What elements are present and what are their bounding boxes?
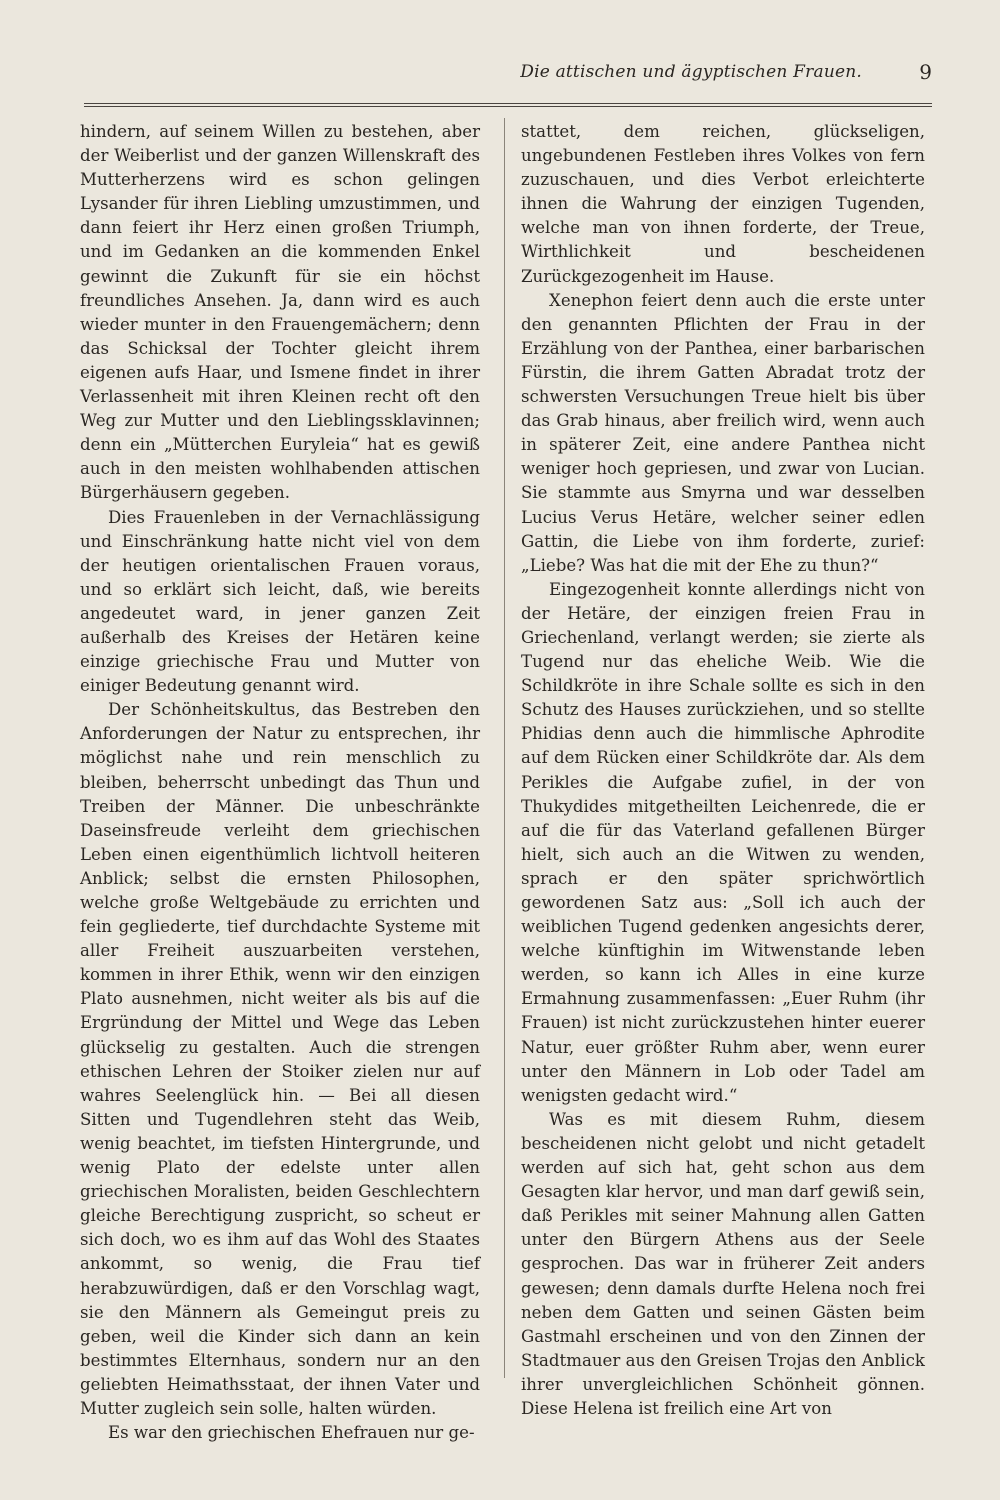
paragraph: Dies Frauenleben in der Vernachlässigung und Einschränkung hatte nicht viel von dem der heutigen orientalischen Frauen voraus, und so erklärt sich leicht, daß, wie bereits angedeutet ward, in jener ganzen Zeit außerhalb des Kreises der Hetären keine einzige griechische Frau und Mutter von einiger Bedeutung genannt wird. — [80, 507, 480, 696]
page-number: 9 — [919, 60, 932, 84]
paragraph: Eingezogenheit konnte allerdings nicht von der Hetäre, der einzigen freien Frau in Griechenland, verlangt werden; sie zierte als Tugend nur das eheliche Weib. Wie die Schildkröte in ihre Schale sollte es sich in den Schutz des Hauses zurückziehen, und so stellte Phidias denn auch die himmlische Aphrodite auf dem Rücken einer Schildkröte dar. Als dem Perikles die Aufgabe zufiel, in der von Thukydides mitgetheilten Leichenrede, die er auf die für das Vaterland gefallenen Bürger hielt, sich auch an die Witwen zu wenden, sprach er den später sprichwörtlich gewordenen Satz aus: „Soll ich auch der weiblichen Tugend gedenken angesichts derer, welche künftighin im Witwenstande leben werden, so kann ich Alles in eine kurze Ermahnung zusammenfassen: „Euer Ruhm (ihr Frauen) ist nicht zurückzustehen hinter euerer Natur, euer größter Ruhm aber, wenn eurer unter den Männern in Lob oder Tadel am wenigsten gedacht wird.“ — [521, 579, 925, 1105]
paragraph: hindern, auf seinem Willen zu bestehen, aber der Weiberlist und der ganzen Willenskraft des Mutterherzens wird es schon gelingen Lysander für ihren Liebling umzustimmen, und dann feiert ihr Herz einen großen Triumph, und im Gedanken an die kommenden Enkel gewinnt die Zukunft für sie ein höchst freundliches Ansehen. Ja, dann wird es auch wieder munter in den Frauengemächern; denn das Schicksal der Tochter gleicht ihrem eigenen aufs Haar, und Ismene findet in ihrer Verlassenheit mit ihren Kleinen recht oft den Weg zur Mutter und den Lieblingssklavinnen; denn ein „Mütterchen Euryleia“ hat es gewiß auch in den meisten wohlhabenden attischen Bürgerhäusern gegeben. — [80, 122, 480, 503]
paragraph: Xenephon feiert denn auch die erste unter den genannten Pflichten der Frau in der Erzählung von der Panthea, einer barbarischen Fürstin, die ihrem Gatten Abradat trotz der schwersten Versuchungen Treue hielt bis über das Grab hinaus, aber freilich wird, wenn auch in späterer Zeit, eine andere Panthea nicht weniger hoch gepriesen, und zwar von Lucian. Sie stammte aus Smyrna und war desselben Lucius Verus Hetäre, welcher seiner edlen Gattin, die Liebe von ihm forderte, zurief: „Liebe? Was hat die mit der Ehe zu thun?“ — [521, 290, 925, 575]
header-rule — [84, 103, 932, 107]
running-title: Die attischen und ägyptischen Frauen. — [520, 62, 862, 82]
column-divider — [504, 118, 505, 1378]
paragraph: Der Schönheitskultus, das Bestreben den Anforderungen der Natur zu entsprechen, ihr möglichst nahe und rein menschlich zu bleiben, beherrscht unbedingt das Thun und Treiben der Männer. Die unbeschränkte Daseinsfreude verleiht dem griechischen Leben einen eigenthümlich lichtvoll heiteren Anblick; selbst die ernsten Philosophen, welche große Weltgebäude zu errichten und fein gegliederte, tief durchdachte Systeme mit aller Freiheit auszuarbeiten verstehen, kommen in ihrer Ethik, wenn wir den einzigen Plato ausnehmen, nicht weiter als bis auf die Ergründung der Mittel und Wege das Leben glückselig zu gestalten. Auch die strengen ethischen Lehren der Stoiker zielen nur auf wahres Seelenglück hin. — Bei all diesen Sitten und Tugendlehren steht das Weib, wenig beachtet, im tiefsten Hintergrunde, und wenig Plato der edelste unter allen griechischen Moralisten, beiden Geschlechtern gleiche Berechtigung zuspricht, so scheut er sich doch, wo es ihm auf das Wohl des Staates ankommt, so wenig, die Frau tief herabzuwürdigen, daß er den Vorschlag wagt, sie den Männern als Gemeingut preis zu geben, weil die Kinder sich dann an kein bestimmtes Elternhaus, sondern nur an den geliebten Heimathsstaat, der ihnen Vater und Mutter zugleich sein solle, halten würden. — [80, 700, 480, 1418]
paragraph: Was es mit diesem Ruhm, diesem bescheidenen nicht gelobt und nicht getadelt werden auf sich hat, geht schon aus dem Gesagten klar hervor, und man darf gewiß sein, daß Perikles mit seiner Mahnung allen Gatten unter den Bürgern Athens aus der Seele gesprochen. Das war in früherer Zeit anders gewesen; denn damals durfte Helena noch frei neben dem Gatten und seinen Gästen beim Gastmahl erscheinen und von den Zinnen der Stadtmauer aus den Greisen Trojas den Anblick ihrer unvergleichlichen Schönheit gönnen. Diese Helena ist freilich eine Art von — [521, 1109, 925, 1418]
paragraph: Es war den griechischen Ehefrauen nur ge- — [108, 1423, 475, 1443]
right-column — [521, 120, 925, 1421]
page-header — [84, 60, 932, 96]
left-column — [80, 120, 480, 1445]
paragraph: stattet, dem reichen, glückseligen, ungebundenen Festleben ihres Volkes von fern zuzuschauen, und dies Verbot erleichterte ihnen die Wahrung der einzigen Tugenden, welche man von ihnen forderte, der Treue, Wirthlichkeit und bescheidenen Zurückgezogenheit im Hause. — [521, 122, 925, 286]
